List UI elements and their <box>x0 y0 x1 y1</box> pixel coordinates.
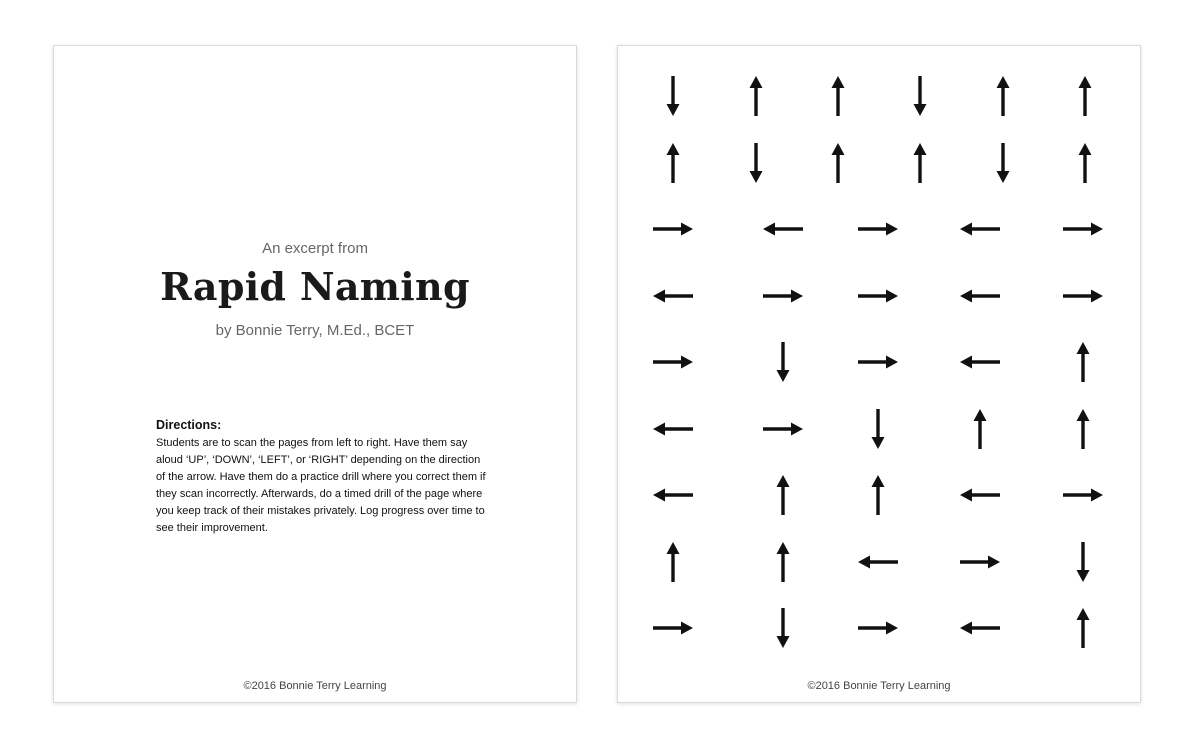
left-arrow-icon <box>758 204 808 254</box>
up-arrow-icon <box>648 537 698 587</box>
left-arrow-icon <box>853 537 903 587</box>
down-arrow-icon <box>648 71 698 121</box>
right-arrow-icon <box>853 204 903 254</box>
up-arrow-icon <box>648 138 698 188</box>
up-arrow-icon <box>731 71 781 121</box>
up-arrow-icon <box>758 470 808 520</box>
arrow-drill-page <box>617 45 1141 703</box>
right-arrow-icon <box>648 337 698 387</box>
directions-block <box>156 418 486 537</box>
right-arrow-icon <box>758 404 808 454</box>
intro-line: An excerpt from <box>262 240 368 257</box>
down-arrow-icon <box>895 71 945 121</box>
down-arrow-icon <box>853 404 903 454</box>
author-line: by Bonnie Terry, M.Ed., BCET <box>215 322 415 339</box>
up-arrow-icon <box>978 71 1028 121</box>
up-arrow-icon <box>813 71 863 121</box>
left-arrow-icon <box>955 337 1005 387</box>
left-arrow-icon <box>955 204 1005 254</box>
right-arrow-icon <box>853 337 903 387</box>
up-arrow-icon <box>1058 603 1108 653</box>
left-arrow-icon <box>648 404 698 454</box>
down-arrow-icon <box>758 603 808 653</box>
left-arrow-icon <box>955 470 1005 520</box>
up-arrow-icon <box>813 138 863 188</box>
right-arrow-icon <box>648 204 698 254</box>
left-arrow-icon <box>955 271 1005 321</box>
down-arrow-icon <box>731 138 781 188</box>
excerpt-cover-page <box>53 45 577 703</box>
right-arrow-icon <box>955 537 1005 587</box>
left-arrow-icon <box>648 271 698 321</box>
down-arrow-icon <box>1058 537 1108 587</box>
up-arrow-icon <box>955 404 1005 454</box>
up-arrow-icon <box>1058 404 1108 454</box>
book-title: Rapid Naming <box>160 264 470 309</box>
up-arrow-icon <box>758 537 808 587</box>
directions-text: Students are to scan the pages from left to right. Have them say aloud ‘UP’, ‘DOWN’, ‘LEFT’, or ‘RIGHT’ depending on the direction of the arrow. Have them do a practice drill where you correct them if they scan incorrectly. Afterwards, do a timed drill of the page where you keep track of their mistakes privately. Log progress over time to see their improvement. <box>156 437 486 534</box>
copyright-footer: ©2016 Bonnie Terry Learning <box>243 680 387 692</box>
left-arrow-icon <box>955 603 1005 653</box>
right-arrow-icon <box>1058 204 1108 254</box>
right-arrow-icon <box>648 603 698 653</box>
up-arrow-icon <box>1060 138 1110 188</box>
left-arrow-icon <box>648 470 698 520</box>
up-arrow-icon <box>895 138 945 188</box>
right-arrow-icon <box>1058 271 1108 321</box>
up-arrow-icon <box>853 470 903 520</box>
right-arrow-icon <box>1058 470 1108 520</box>
right-arrow-icon <box>758 271 808 321</box>
down-arrow-icon <box>758 337 808 387</box>
right-arrow-icon <box>853 603 903 653</box>
directions-heading: Directions: <box>156 418 222 432</box>
copyright-footer: ©2016 Bonnie Terry Learning <box>807 680 951 692</box>
up-arrow-icon <box>1058 337 1108 387</box>
right-arrow-icon <box>853 271 903 321</box>
down-arrow-icon <box>978 138 1028 188</box>
up-arrow-icon <box>1060 71 1110 121</box>
